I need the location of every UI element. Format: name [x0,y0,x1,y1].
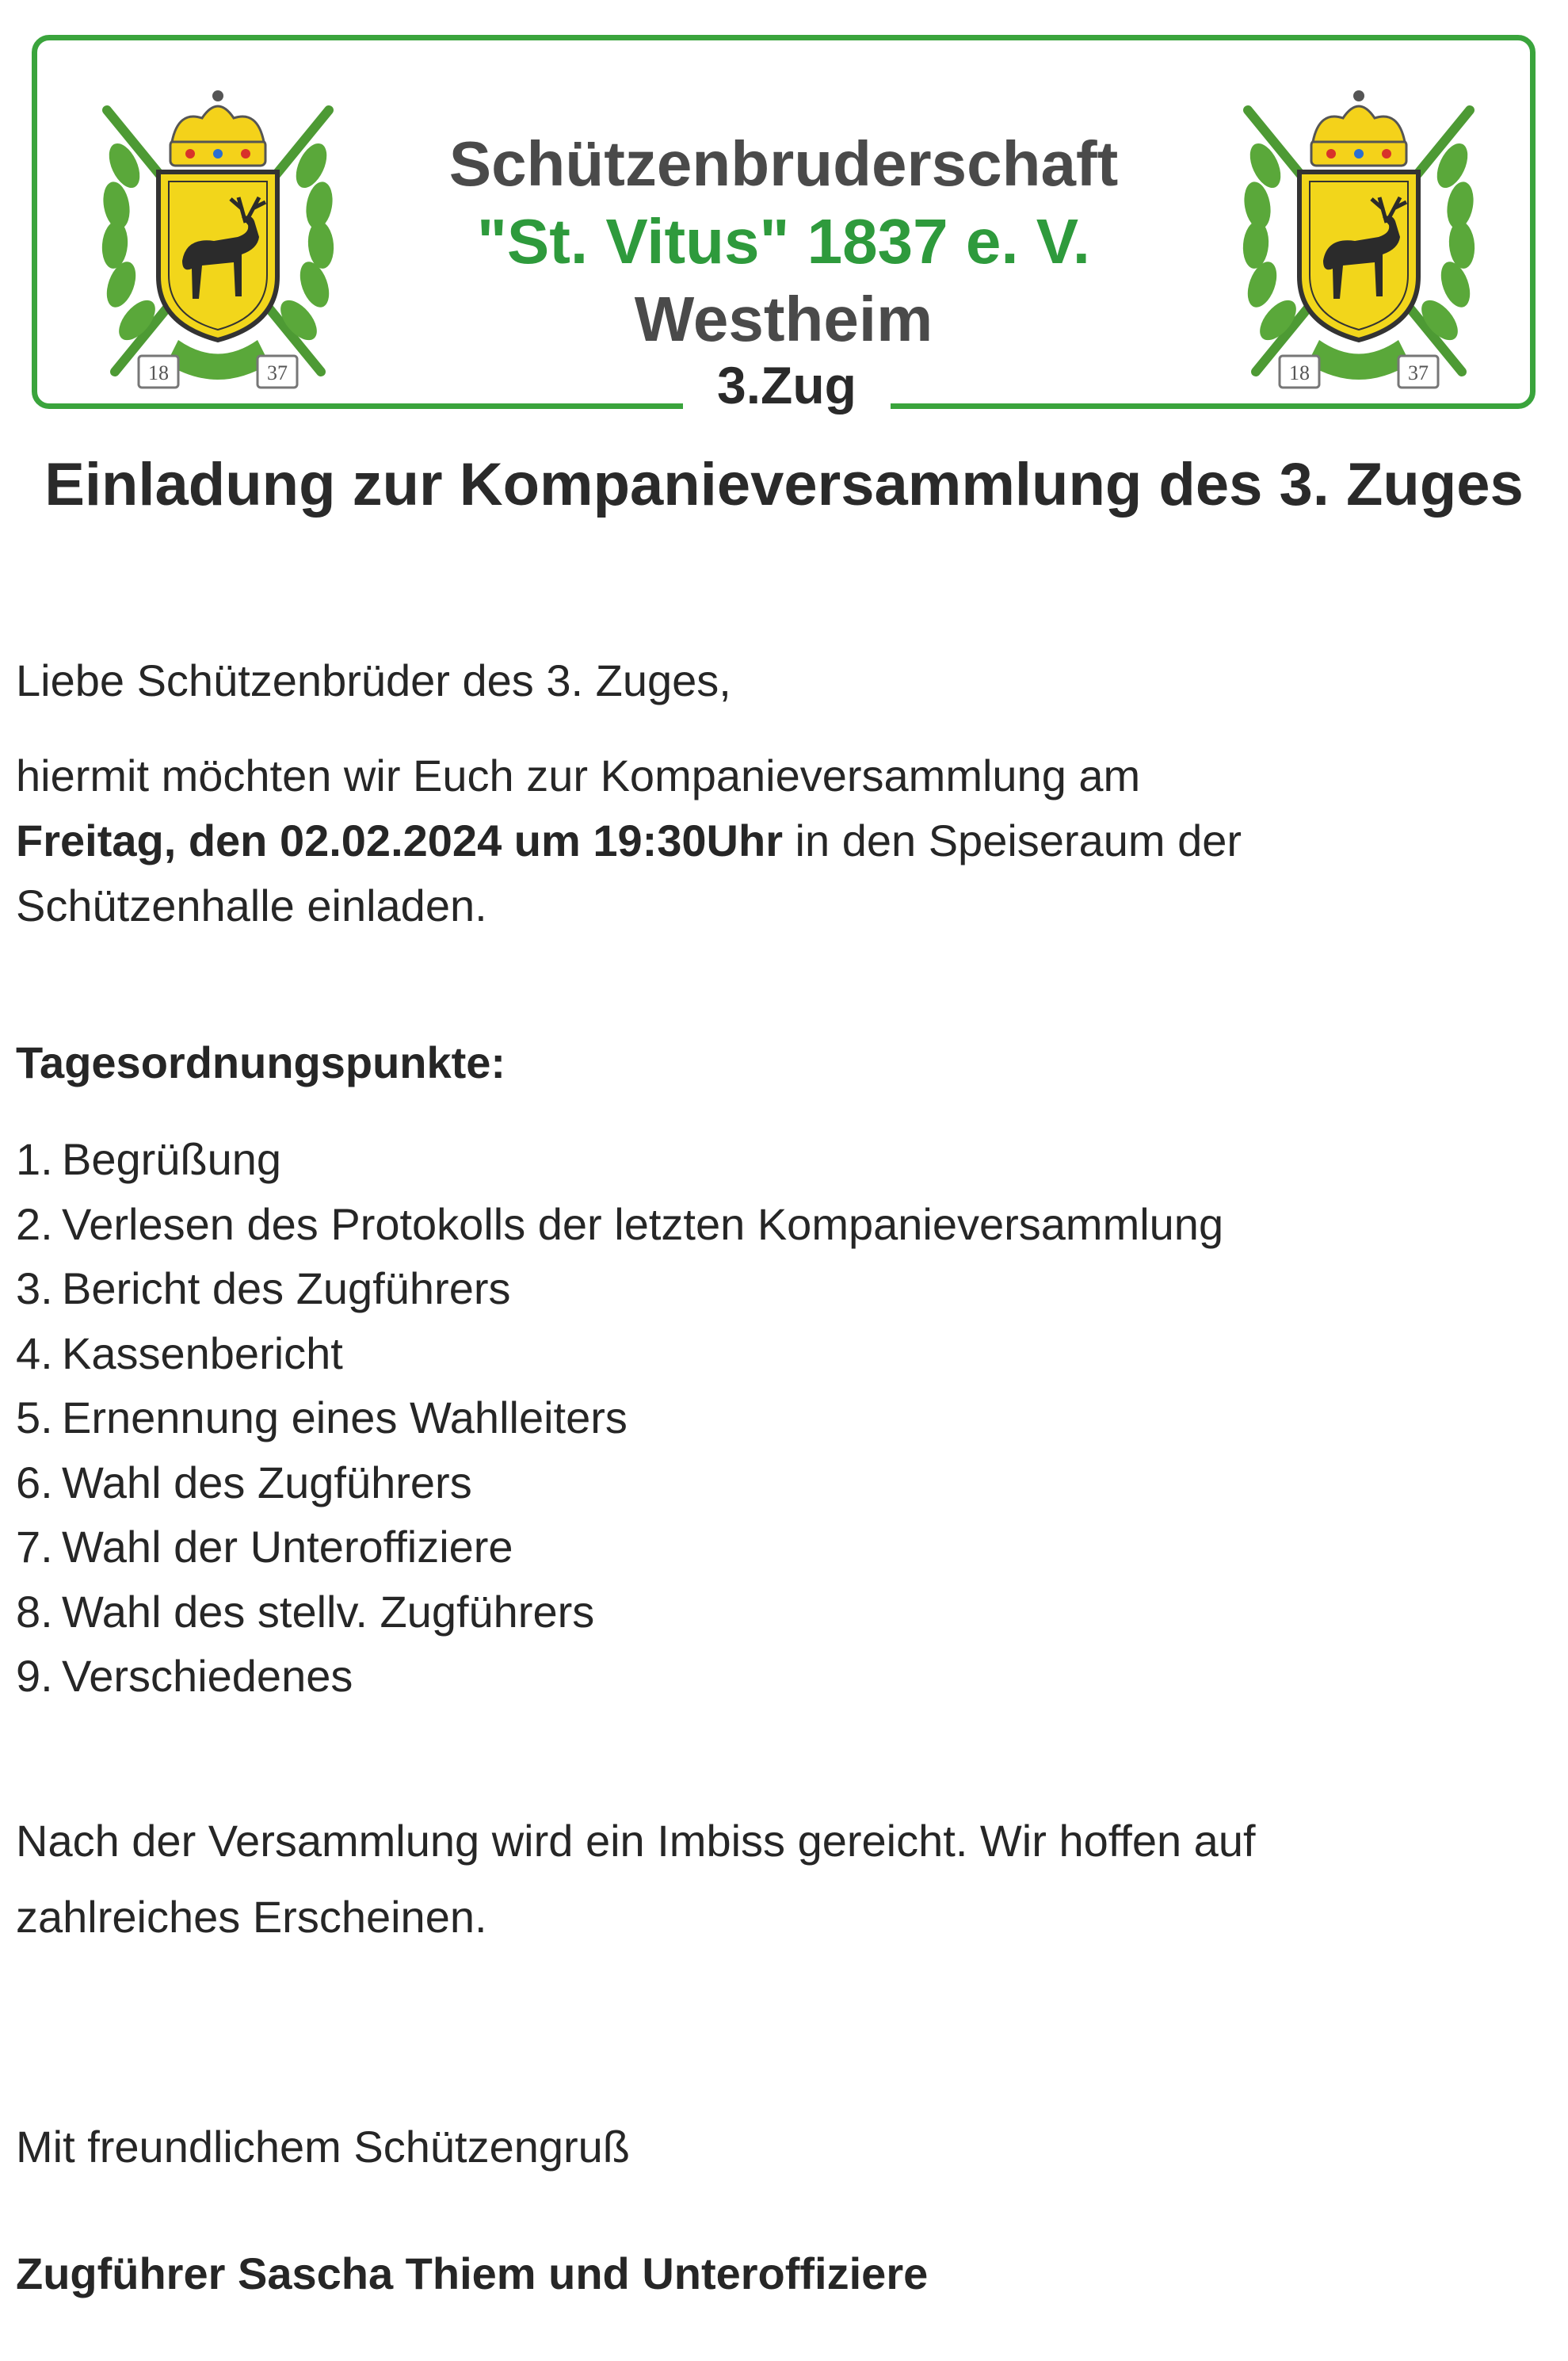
club-name-line3: Westheim [634,284,933,354]
agenda-item-number: 9. [16,1651,53,1701]
agenda-item-number: 3. [16,1263,53,1313]
agenda-item-number: 4. [16,1328,53,1378]
agenda-item-text: Wahl des Zugführers [62,1457,472,1507]
agenda-item-number: 8. [16,1586,53,1637]
signature: Zugführer Sascha Thiem und Unteroffiziere [16,2248,929,2298]
agenda-item [16,1321,1223,1386]
agenda-item-number: 5. [16,1393,53,1442]
agenda-item-text: Wahl des stellv. Zugführers [62,1586,595,1637]
agenda-item-text: Wahl der Unteroffiziere [62,1522,513,1572]
agenda-item-number: 1. [16,1134,53,1184]
intro-line3: Schützenhalle einladen. [16,881,487,930]
agenda-item [16,1515,1223,1580]
club-name-line2: "St. Vitus" 1837 e. V. [476,206,1091,277]
closing-line1: Nach der Versammlung wird ein Imbiss gereicht. Wir hoffen auf [16,1816,1256,1866]
agenda-item [16,1644,1223,1709]
emblem-year-right: 37 [267,361,288,384]
agenda-item-text: Verschiedenes [62,1651,353,1701]
document-title: Einladung zur Kompanieversammlung des 3. Zuges [44,451,1524,518]
agenda-item [16,1192,1223,1257]
intro-line1: hiermit möchten wir Euch zur Kompanieversammlung am [16,751,1141,800]
unit-label: 3.Zug [683,354,891,416]
emblem-year-left: 18 [148,361,169,384]
agenda-item [16,1127,1223,1192]
signoff: Mit freundlichem Schützengruß [16,2122,631,2172]
closing-line2: zahlreiches Erscheinen. [16,1892,487,1942]
header-banner [32,35,1536,415]
greeting: Liebe Schützenbrüder des 3. Zuges, [16,655,731,705]
agenda-item-number: 2. [16,1198,53,1249]
meeting-date: Freitag, den 02.02.2024 um 19:30Uhr [16,816,783,865]
agenda-heading: Tagesordnungspunkte: [16,1037,506,1087]
agenda-item-number: 6. [16,1457,53,1507]
agenda-list [16,1127,1223,1709]
agenda-item-text: Verlesen des Protokolls der letzten Kompanieversammlung [62,1198,1224,1249]
agenda-item-text: Begrüßung [62,1134,282,1184]
agenda-item [16,1385,1223,1450]
agenda-item [16,1256,1223,1321]
agenda-item-text: Bericht des Zugführers [62,1263,511,1313]
intro-line2 [16,808,1242,873]
emblem-year-left: 18 [1289,361,1310,384]
emblem-year-right: 37 [1408,361,1429,384]
intro-line2-rest: in den Speiseraum der [783,816,1242,865]
agenda-item-text: Kassenbericht [62,1328,343,1378]
agenda-item-number: 7. [16,1522,53,1572]
club-name-line1: Schützenbruderschaft [448,128,1119,199]
agenda-item-text: Ernennung eines Wahlleiters [62,1393,628,1442]
agenda-item [16,1450,1223,1515]
agenda-item [16,1580,1223,1645]
